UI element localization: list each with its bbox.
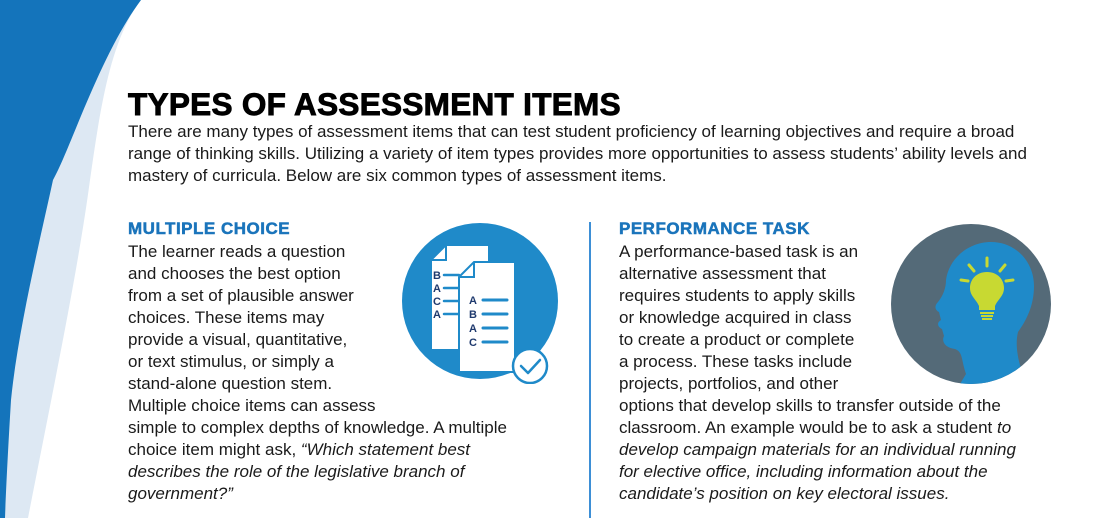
example-text: develop campaign materials for an individual running	[619, 440, 1016, 459]
text-line	[619, 483, 1089, 505]
svg-text:A: A	[469, 295, 477, 307]
text-line: simple to complex depths of knowledge. A multiple	[128, 418, 507, 437]
text-line	[619, 439, 1089, 461]
svg-text:A: A	[469, 323, 477, 335]
example-text: to	[996, 418, 1012, 437]
text-line: a process. These tasks include	[619, 352, 853, 371]
example-text: candidate’s position on key electoral issues.	[619, 484, 950, 503]
performance-task-heading: PERFORMANCE TASK	[619, 219, 810, 238]
text-line: Multiple choice items can assess	[128, 396, 376, 415]
text-line: from a set of plausible answer	[128, 286, 354, 305]
text-line: requires students to apply skills	[619, 286, 856, 305]
text-line: and chooses the best option	[128, 264, 341, 283]
text-line: A performance-based task is an	[619, 242, 859, 261]
multiple-choice-documents-icon	[401, 222, 561, 384]
svg-text:B: B	[469, 309, 477, 321]
svg-text:A: A	[433, 309, 441, 321]
svg-text:C: C	[469, 337, 477, 349]
text-line: The learner reads a question	[128, 242, 346, 261]
text-line: options that develop skills to transfer outside of the	[619, 396, 1001, 415]
column-divider	[589, 222, 591, 518]
text-line: or knowledge acquired in class	[619, 308, 852, 327]
text-line	[619, 461, 1089, 483]
text-line: stand-alone question stem.	[128, 374, 333, 393]
example-text: for elective office, including information about the	[619, 462, 988, 481]
text-line: or text stimulus, or simply a	[128, 352, 334, 371]
text-segment: choice item might ask,	[128, 440, 301, 459]
head-lightbulb-icon	[891, 224, 1051, 384]
svg-text:C: C	[433, 296, 441, 308]
svg-text:A: A	[433, 283, 441, 295]
text-line	[128, 461, 598, 483]
text-line	[128, 439, 598, 461]
multiple-choice-heading: MULTIPLE CHOICE	[128, 219, 291, 238]
check-circle-icon	[513, 349, 547, 383]
example-question: “Which statement best	[300, 440, 471, 459]
text-line: projects, portfolios, and other	[619, 374, 839, 393]
text-segment: classroom. An example would be to ask a student	[619, 418, 997, 437]
example-question: government?”	[128, 484, 233, 503]
text-line	[619, 417, 1089, 439]
text-line: alternative assessment that	[619, 264, 826, 283]
example-question: describes the role of the legislative branch of	[128, 462, 465, 481]
svg-text:B: B	[433, 270, 441, 282]
text-line: to create a product or complete	[619, 330, 855, 349]
text-line: choices. These items may	[128, 308, 325, 327]
text-line: provide a visual, quantitative,	[128, 330, 348, 349]
intro-paragraph: There are many types of assessment items that can test student proficiency of learning objectives and require a broad range of thinking skills. Utilizing a variety of item types provides more opportunities to assess students’ ability levels and mastery of curricula. Below are six common types of assessment items.	[128, 122, 1027, 185]
page-title: TYPES OF ASSESSMENT ITEMS	[128, 86, 621, 122]
text-line	[128, 483, 598, 505]
